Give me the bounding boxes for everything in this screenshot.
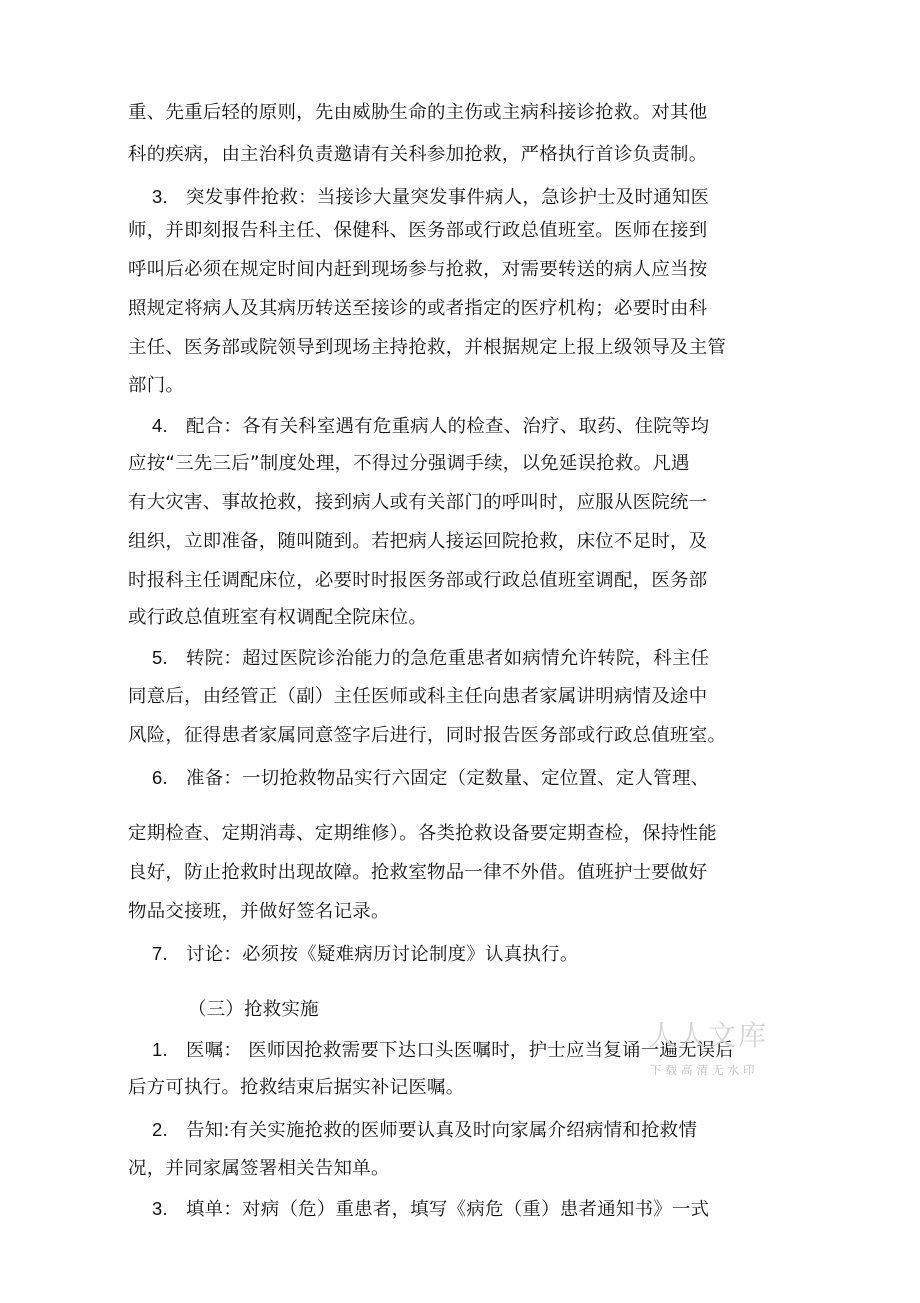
- text-line: 风险，征得患者家属同意签字后进行，同时报告医务部或行政总值班室。: [128, 725, 727, 746]
- item-number: 5.: [152, 647, 168, 668]
- item-number: 3.: [152, 186, 168, 207]
- text-line: 部门。: [128, 375, 185, 396]
- text-line: 应按“三先三后”制度处理，不得过分强调手续，以免延误抢救。凡遇: [128, 453, 690, 474]
- list-item-3: 3. 突发事件抢救：当接诊大量突发事件病人，急诊护士及时通知医: [152, 186, 710, 208]
- item-number: 2.: [152, 1119, 168, 1140]
- list-item-3b: 3. 填单：对病（危）重患者，填写《病危（重）患者通知书》一式: [152, 1198, 710, 1220]
- list-item-7: 7. 讨论：必须按《疑难病历讨论制度》认真执行。: [152, 943, 579, 965]
- watermark: [640, 1010, 790, 1080]
- item-number: 3.: [152, 1198, 168, 1219]
- text-line: 主任、医务部或院领导到现场主持抢救，并根据规定上报上级领导及主管: [128, 337, 727, 358]
- text-line: 照规定将病人及其病历转送至接诊的或者指定的医疗机构；必要时由科: [128, 298, 708, 319]
- text-line: 后方可执行。抢救结束后据实补记医嘱。: [128, 1077, 465, 1098]
- list-item-2: 2. 告知:有关实施抢救的医师要认真及时向家属介绍病情和抢救情: [152, 1119, 698, 1141]
- text-line: 呼叫后必须在规定时间内赶到现场参与抢救，对需要转送的病人应当按: [128, 259, 708, 280]
- watermark-title: 人人文库: [648, 1019, 769, 1052]
- list-item-6: 6. 准备：一切抢救物品实行六固定（定数量、定位置、定人管理、: [152, 767, 710, 789]
- list-item-5: 5. 转院：超过医院诊治能力的急危重患者如病情允许转院，科主任: [152, 647, 710, 669]
- list-item-1: 1. 医嘱： 医师因抢救需要下达口头医嘱时，护士应当复诵一遍无误后: [152, 1039, 735, 1061]
- text-line: 况，并同家属签署相关告知单。: [128, 1158, 390, 1179]
- item-number: 4.: [152, 415, 168, 436]
- text-line: 或行政总值班室有权调配全院床位。: [128, 607, 428, 628]
- text-line: 定期检查、定期消毒、定期维修）。各类抢救设备要定期查检，保持性能: [128, 823, 717, 844]
- section-heading: （三）抢救实施: [188, 999, 319, 1020]
- text-line: 组织，立即准备，随叫随到。若把病人接运回院抢救，床位不足时，及: [128, 531, 708, 552]
- text-line: 同意后，由经管正（副）主任医师或科主任向患者家属讲明病情及途中: [128, 686, 708, 707]
- item-number: 7.: [152, 943, 168, 964]
- text-line: 良好，防止抢救时出现故障。抢救室物品一律不外借。值班护士要做好: [128, 862, 708, 883]
- watermark-subtitle: 下载高清无水印: [650, 1063, 759, 1077]
- item-number: 6.: [152, 767, 168, 788]
- text-line: 重、先重后轻的原则，先由威胁生命的主伤或主病科接诊抢救。对其他: [128, 102, 708, 123]
- text-line: 师，并即刻报告科主任、保健科、医务部或行政总值班室。医师在接到: [128, 220, 708, 241]
- text-line: 科的疾病，由主治科负责邀请有关科参加抢救，严格执行首诊负责制。: [128, 144, 708, 165]
- list-item-4: 4. 配合：各有关科室遇有危重病人的检查、治疗、取药、住院等均: [152, 415, 710, 437]
- text-line: 时报科主任调配床位，必要时时报医务部或行政总值班室调配，医务部: [128, 570, 708, 591]
- text-line: 物品交接班，并做好签名记录。: [128, 901, 390, 922]
- text-line: 有大灾害、事故抢救，接到病人或有关部门的呼叫时，应服从医院统一: [128, 492, 708, 513]
- item-number: 1.: [152, 1039, 168, 1060]
